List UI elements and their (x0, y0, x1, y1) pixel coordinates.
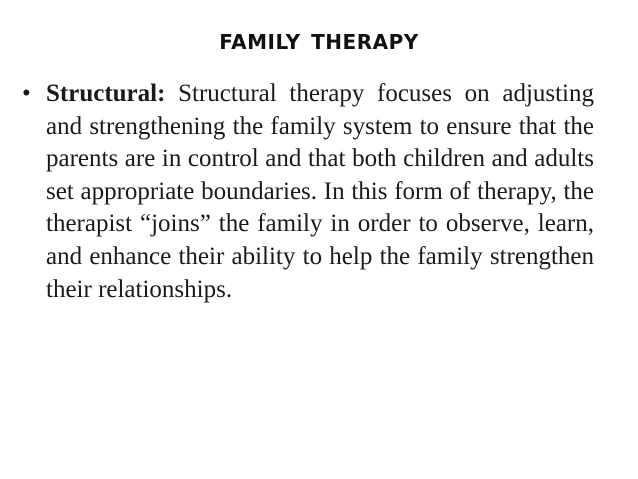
slide-title: family therapy (219, 22, 419, 56)
bullet-text: Structural therapy focuses on adjusting and strengthening the family system to ensure that the parents are in control and that both children and adults set appropriate boundaries. In this form of therapy, the therapist “joins” the family in order to observe, learn, and enhance their ability to help the family strengthen their relationships. (46, 80, 595, 303)
slide-body (22, 78, 594, 306)
bullet-term: Structural: (46, 80, 166, 107)
bullet-icon: • (22, 80, 31, 107)
bullet-item (22, 78, 594, 306)
